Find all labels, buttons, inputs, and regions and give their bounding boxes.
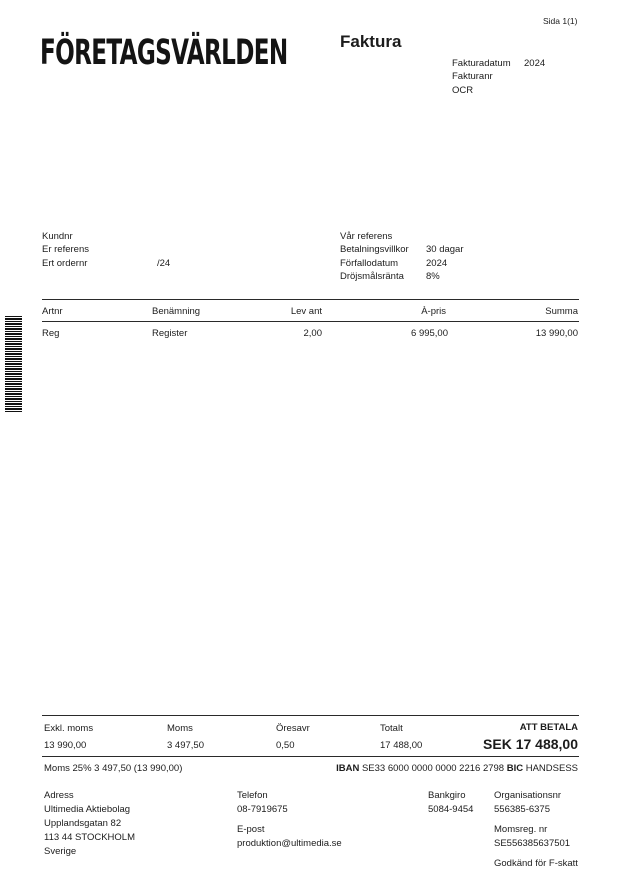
vat-summary: Moms 25% 3 497,50 (13 990,00) xyxy=(44,763,183,774)
invoice-date-value: 2024 xyxy=(524,58,546,69)
company-name: Ultimedia Aktiebolag xyxy=(44,804,131,815)
order-number-value: /24 xyxy=(157,257,171,269)
row-unit-price: 6 995,00 xyxy=(411,328,448,339)
excl-vat-value: 13 990,00 xyxy=(44,740,87,751)
iban-value: SE33 6000 0000 0000 2216 2798 xyxy=(361,763,505,774)
iban-label: IBAN xyxy=(336,763,360,774)
document-title: Faktura xyxy=(340,32,402,51)
email-label: E-post xyxy=(237,824,265,835)
payment-terms xyxy=(340,231,464,283)
total-value: 17 488,00 xyxy=(380,740,423,751)
address-label: Adress xyxy=(44,790,74,801)
org-number-label: Organisationsnr xyxy=(494,790,562,801)
late-interest-value: 8% xyxy=(426,271,440,283)
org-number-value: 556385-6375 xyxy=(494,804,550,815)
order-number-label: Ert ordernr xyxy=(42,257,88,269)
payment-terms-label: Betalningsvillkor xyxy=(340,244,409,256)
header-description: Benämning xyxy=(152,306,201,317)
company-country: Sverige xyxy=(44,846,77,857)
company-registration xyxy=(494,789,578,871)
payment-terms-value: 30 dagar xyxy=(426,244,464,256)
bankgiro-label: Bankgiro xyxy=(428,790,466,801)
bic-value: HANDSESS xyxy=(525,763,578,774)
excl-vat-label: Exkl. moms xyxy=(44,723,94,734)
header-unit-price: À-pris xyxy=(421,306,446,317)
vat-reg-label: Momsreg. nr xyxy=(494,824,548,835)
table-top-rule xyxy=(42,299,579,300)
row-quantity: 2,00 xyxy=(303,328,322,339)
ocr-value xyxy=(524,85,545,96)
row-total: 13 990,00 xyxy=(535,328,578,339)
f-tax-note: Godkänd för F-skatt xyxy=(494,858,578,869)
vat-reg-value: SE556385637501 xyxy=(494,838,571,849)
due-date-label: Förfallodatum xyxy=(340,257,399,269)
due-date-value: 2024 xyxy=(426,257,448,269)
totals-bottom-rule xyxy=(42,756,579,757)
vat-label: Moms xyxy=(167,723,193,734)
rounding-label: Öresavr xyxy=(276,723,310,734)
email-value: produktion@ultimedia.se xyxy=(237,838,342,849)
totals-top-rule xyxy=(42,715,579,716)
table-header xyxy=(42,306,578,320)
company-logo: FÖRETAGSVÄRLDEN xyxy=(40,33,288,73)
invoice-number-value xyxy=(524,71,545,82)
invoice-meta xyxy=(452,58,545,96)
our-reference-label: Vår referens xyxy=(340,231,393,242)
customer-number-label: Kundnr xyxy=(42,231,73,242)
company-street: Upplandsgatan 82 xyxy=(44,818,122,829)
your-reference-value xyxy=(157,244,170,255)
company-address xyxy=(44,789,135,859)
page-number: Sida 1(1) xyxy=(543,16,578,26)
header-art-no: Artnr xyxy=(42,306,63,317)
invoice-date-label: Fakturadatum xyxy=(452,58,511,69)
amount-due-label: ATT BETALA xyxy=(519,722,578,733)
header-quantity: Lev ant xyxy=(290,306,322,317)
our-reference-value xyxy=(426,231,464,242)
company-postal-city: 113 44 STOCKHOLM xyxy=(44,832,135,843)
company-bank xyxy=(428,789,473,817)
ocr-label: OCR xyxy=(452,84,474,96)
customer-number-value xyxy=(157,231,170,242)
bic-label: BIC xyxy=(506,763,524,774)
table-row xyxy=(42,328,578,342)
row-art-no: Reg xyxy=(42,328,60,339)
rounding-value: 0,50 xyxy=(276,740,295,751)
row-description: Register xyxy=(152,328,188,339)
phone-value: 08-7919675 xyxy=(237,804,288,815)
total-label: Totalt xyxy=(380,723,403,734)
invoice-number-label: Fakturanr xyxy=(452,71,493,83)
your-reference-label: Er referens xyxy=(42,244,89,256)
header-total: Summa xyxy=(545,306,578,317)
iban-line xyxy=(336,763,578,774)
late-interest-label: Dröjsmålsränta xyxy=(340,271,404,283)
company-contact xyxy=(237,789,342,851)
vat-value: 3 497,50 xyxy=(167,740,204,751)
customer-info xyxy=(42,231,170,269)
side-barcode xyxy=(5,316,22,412)
amount-due-value: SEK 17 488,00 xyxy=(483,736,578,752)
bankgiro-value: 5084-9454 xyxy=(428,804,474,815)
table-header-rule xyxy=(42,321,579,322)
phone-label: Telefon xyxy=(237,790,268,801)
